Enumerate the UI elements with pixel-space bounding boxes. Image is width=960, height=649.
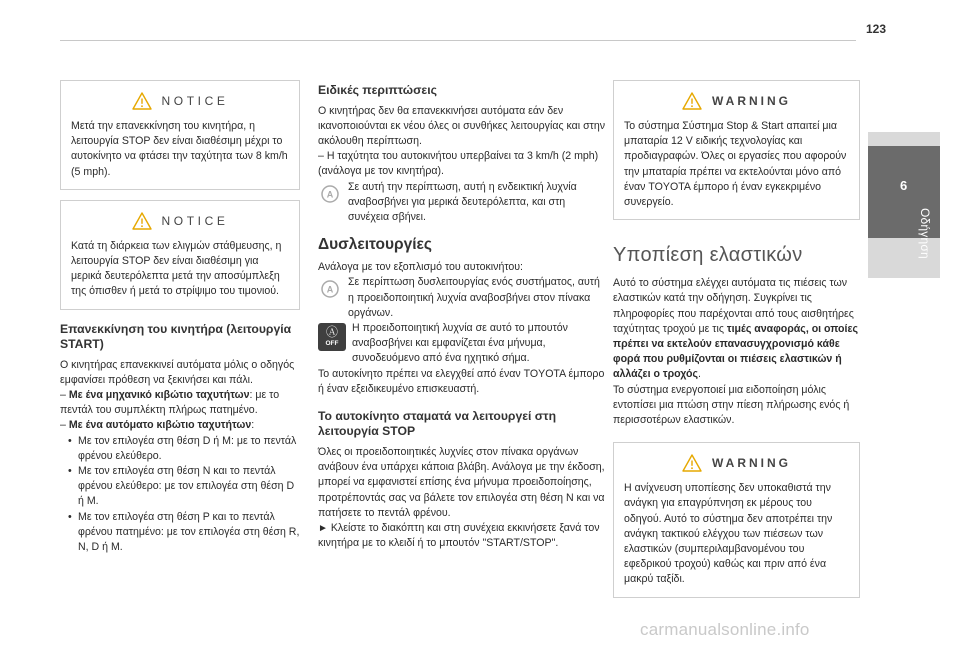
stop-start-off-button-icon <box>318 323 346 351</box>
warning-title: WARNING <box>712 456 791 471</box>
malfunction-button-text: Η προειδοποιητική λυχνία σε αυτό το μπουτόν αναβοσβήνει και εμφανίζεται ένα μήνυμα, συνοδευόμενο από ένα ηχητικό σήμα. <box>352 321 568 365</box>
stall-text: Όλες οι προειδοποιητικές λυχνίες στον πίνακα οργάνων ανάβουν ένα υπάρχει κάποια βλάβη. Ανάλογα με την έκδοση, μπορεί να εμφανιστεί επίσης ένα μήνυμα προειδοποίησης, προτρέποντάς σας να βάλετε τον επιλογέα στη θέση N και να πατήσετε το πεντάλ φρένου. <box>318 445 605 519</box>
restart-auto-gearbox <box>60 418 300 433</box>
warning-triangle-icon <box>132 212 152 230</box>
section-heading-engine-stalls: Το αυτοκίνητο σταματά να λειτουργεί στη λειτουργία STOP <box>318 408 557 439</box>
tyre-text <box>613 276 860 382</box>
page-number: 123 <box>866 22 887 36</box>
section-heading-malfunctions: Δυσλειτουργίες <box>318 236 432 254</box>
warning-text: Το σύστημα Σύστημα Stop & Start απαιτεί μια μπαταρία 12 V ειδικής τεχνολογίας και προδιαγραφών. Όλες οι εργασίες που αφορούν την μπαταρία πρέπει να εκτελούνται μόνο από έναν TOYOTA έμπορο ή έναν εγκεκριμένο συνεργείο. <box>624 120 847 209</box>
chapter-number: 6 <box>900 178 908 193</box>
notice-header <box>71 209 289 233</box>
warning-title: WARNING <box>712 94 791 108</box>
column-right <box>613 80 860 608</box>
warning-text: Η ανίχνευση υποπίεσης δεν υποκαθιστά την ανάγκη για επαγρύπνηση εκ μέρους του οδηγού. Αυτό το σύστημα δεν αποτρέπει την ανάγκη τακτικού ελέγχου των πιέσεων των ελαστικών (συμπεριλαμβανομένου του εφεδρικού τροχού) καθώς και πριν από ένα μακρύ ταξίδι. <box>624 482 833 586</box>
list-item: • Με τον επιλογέα στη θέση D ή M: με το πεντάλ φρένου ελεύθερο. <box>78 434 300 464</box>
warning-header <box>624 89 849 113</box>
restart-manual-gearbox <box>60 388 300 418</box>
malfunction-indicator-text: Σε περίπτωση δυσλειτουργίας ενός συστήματος, αυτή η προειδοποιητική λυχνία αναβοσβήνει στον πίνακα οργάνων. <box>348 276 600 319</box>
tyre-alert-text: Το σύστημα ενεργοποιεί μια ειδοποίηση μόλις εντοπίσει μια πτώση στην πίεση πλήρωσης ενός ή περισσοτέρων ελαστικών. <box>613 383 850 427</box>
tyre-text-intro: Αυτό το σύστημα ελέγχει αυτόματα τις πιέσεις των ελαστικών κατά την οδήγηση. Συγκρίνει τις πληροφορίες που παρέχονται από τους αισθητήρες ταχύτητας τροχού με τις <box>613 277 854 335</box>
malfunction-check-text: Το αυτοκίνητο πρέπει να ελεγχθεί από έναν TOYOTA έμπορο ή έναν εξειδικευμένο επισκευαστή. <box>318 367 605 395</box>
stop-start-indicator-icon <box>318 182 342 206</box>
section-heading-special-cases: Ειδικές περιπτώσεις <box>318 83 437 97</box>
tyre-text-end: . <box>697 368 701 381</box>
auto-gearbox-text: : <box>251 419 255 432</box>
warning-box-tyre-detection <box>613 442 860 597</box>
special-speed-case: – Η ταχύτητα του αυτοκινήτου υπερβαίνει τα 3 km/h (2 mph) (ανάλογα με τον κινητήρα). <box>318 150 599 178</box>
chapter-label: Οδήγηση <box>918 208 932 259</box>
notice-text: Κατά τη διάρκεια των ελιγμών στάθμευσης, η λειτουργία STOP δεν είναι διαθέσιμη για μερικά δευτερόλεπτα μετά την αποσύμπλεξη της όπισθεν ή μετά το στρίψιμο του τιμονιού. <box>71 239 282 298</box>
stop-start-warning-lamp-icon <box>318 277 342 301</box>
auto-gearbox-list <box>60 434 300 556</box>
arrow-icon: ► <box>318 522 328 534</box>
dash: – <box>60 389 66 402</box>
notice-title: NOTICE <box>161 94 229 108</box>
svg-text:A: A <box>326 189 334 200</box>
list-item: • Με τον επιλογέα στη θέση P και το πεντάλ φρένου πατημένο: με τον επιλογέα στη θέση R, N, D ή M. <box>78 510 300 556</box>
warning-triangle-icon <box>682 454 702 472</box>
warning-triangle-icon <box>132 92 152 110</box>
top-divider <box>60 40 856 41</box>
warning-box-battery <box>613 80 860 220</box>
svg-text:A: A <box>326 284 334 295</box>
list-item: • Με τον επιλογέα στη θέση N και το πεντάλ φρένου ελεύθερο: με τον επιλογέα στη θέση D ή M. <box>78 464 300 510</box>
manual-gearbox-text: : με το πεντάλ του συμπλέκτη πλήρως πατημένο. <box>60 389 280 417</box>
section-heading-tyre-pressure: Υποπίεση ελαστικών <box>613 244 803 267</box>
warning-header <box>624 451 849 475</box>
notice-title: NOTICE <box>161 213 229 228</box>
off-label: OFF <box>325 340 339 348</box>
special-indicator-row <box>318 180 608 226</box>
notice-text: Μετά την επανεκκίνηση του κινητήρα, η λειτουργία STOP δεν είναι διαθέσιμη μέχρι το αυτοκίνητο να φτάσει την ταχύτητα των 8 km/h (5 mph). <box>71 120 288 178</box>
notice-box-restart-speed <box>60 80 300 190</box>
stall-action <box>318 521 608 551</box>
auto-gearbox-label: Με ένα αυτόματο κιβώτιο ταχυτήτων <box>68 419 252 432</box>
dash: – <box>60 419 66 432</box>
watermark: carmanualsonline.info <box>640 620 810 639</box>
notice-header <box>71 89 289 113</box>
restart-intro: Ο κινητήρας επανεκκινεί αυτόματα μόλις ο οδηγός εμφανίσει πρόθεση να ξεκινήσει και πάλι. <box>60 358 295 386</box>
notice-box-parking <box>60 200 300 310</box>
special-indicator-text: Σε αυτή την περίπτωση, αυτή η ενδεικτική λυχνία αναβοσβήνει για μερικά δευτερόλεπτα, και στη συνέχεια σβήνει. <box>348 180 577 223</box>
column-middle <box>318 80 608 551</box>
malfunction-button-row <box>318 321 608 367</box>
manual-gearbox-label: Με ένα μηχανικό κιβώτιο ταχυτήτων <box>68 389 250 402</box>
special-intro: Ο κινητήρας δεν θα επανεκκινήσει αυτόματα εάν δεν ικανοποιούνται εκ νέου όλες οι συνθήκες λειτουργίας και στην ακόλουθη περίπτωση. <box>318 104 606 147</box>
warning-triangle-icon <box>682 92 702 110</box>
tyre-text-bold: τιμές αναφοράς, οι οποίες πρέπει να εκτελούν επανασυγχρονισμό κάθε φορά που ρυθμίζονται οι πιέσεις ελαστικών ή αλλάζει ο τροχός <box>613 322 859 381</box>
section-heading-restart: Επανεκκίνηση του κινητήρα (λειτουργία START) <box>60 321 292 352</box>
malfunction-indicator-row <box>318 275 608 321</box>
stall-action-text: Κλείστε το διακόπτη και στη συνέχεια εκκινήσετε ξανά τον κινητήρα με το κλειδί ή το μπουτόν "START/STOP". <box>318 521 600 550</box>
malfunctions-intro: Ανάλογα με τον εξοπλισμό του αυτοκινήτου: <box>318 261 523 274</box>
auto-symbol-icon: Ⓐ <box>325 325 338 340</box>
column-left <box>60 80 300 555</box>
